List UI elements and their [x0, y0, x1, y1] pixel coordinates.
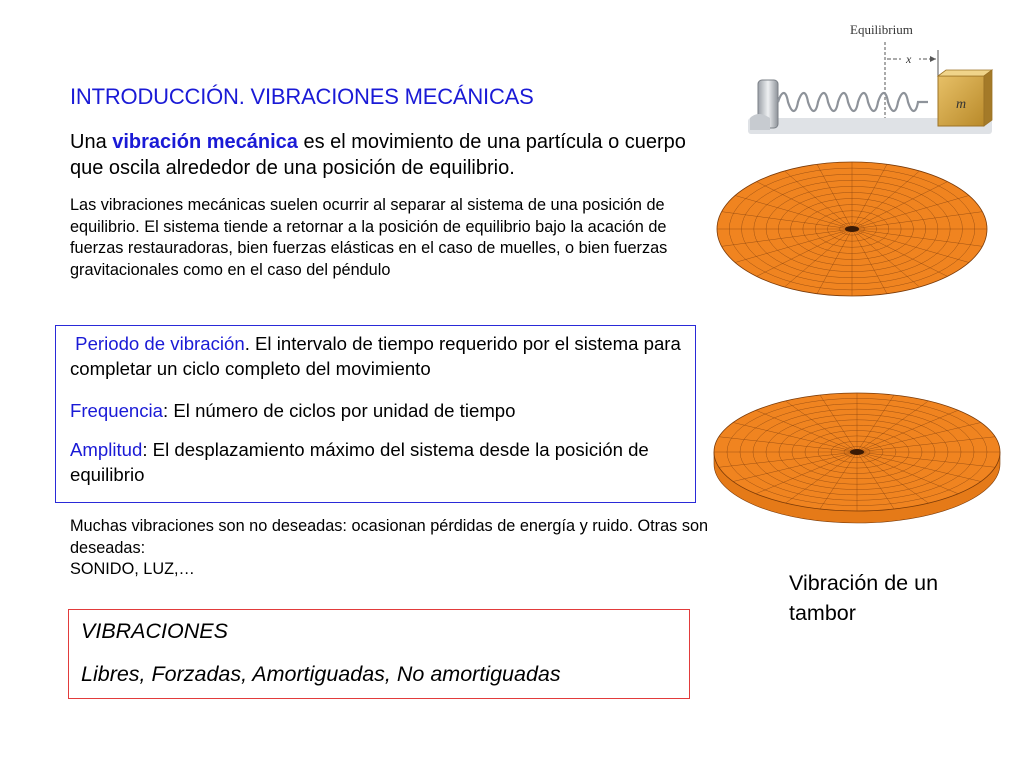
- mass-label: m: [956, 97, 967, 112]
- definition-frequency: [70, 398, 690, 423]
- drum-caption: Vibración de un tambor: [789, 571, 939, 625]
- definition-term: Frequencia: [70, 400, 164, 421]
- definition-term: Periodo de vibración: [75, 333, 245, 354]
- drum-mesh: [717, 162, 987, 296]
- definition-separator: :: [142, 439, 148, 460]
- definition-text: El desplazamiento máximo del sistema desde la posición de equilibrio: [70, 439, 649, 485]
- arrow-head-icon: [930, 56, 936, 62]
- definition-text: El intervalo de tiempo requerido por el sistema para completar un ciclo completo del movimiento: [70, 333, 681, 379]
- wall-base: [750, 114, 770, 130]
- slide-title: INTRODUCCIÓN. VIBRACIONES MECÁNICAS: [70, 84, 534, 109]
- drum-center: [845, 226, 859, 232]
- intro-text: [70, 129, 710, 181]
- definitions-box: [55, 325, 696, 503]
- drum-membrane-bottom: [712, 388, 1002, 528]
- definition-separator: :: [163, 400, 169, 421]
- intro-keyword: vibración mecánica: [112, 131, 298, 153]
- definition-separator: .: [244, 333, 250, 354]
- mass-block-top: [938, 70, 992, 76]
- unwanted-vibrations-text: [70, 516, 710, 581]
- types-heading: VIBRACIONES: [81, 619, 228, 643]
- drum-mesh: [714, 393, 1000, 523]
- more-line-2: SONIDO, LUZ,…: [70, 560, 195, 578]
- intro-suffix: es el movimiento de una partícula o cuerpo que oscila alrededor de una posición de equilibrio.: [70, 131, 686, 179]
- drum-membrane-top: [712, 158, 992, 300]
- explanation-paragraph: Las vibraciones mecánicas suelen ocurrir al separar al sistema de una posición de equilibrio. El sistema tiende a retornar a la posición de equilibrio bajo la acación de fuerzas restauradoras, bien fuerzas elásticas en el caso de muelles, o bien fuerzas gravitacionales como en el caso del péndulo: [70, 196, 668, 279]
- mass-block-side: [984, 70, 992, 126]
- more-line-1: Muchas vibraciones son no deseadas: ocasionan pérdidas de energía y ruido. Otras son deseadas:: [70, 517, 709, 557]
- definition-text: El número de ciclos por unidad de tiempo: [168, 400, 516, 421]
- definition-amplitude: [70, 437, 690, 487]
- vibration-types-box: [68, 609, 690, 699]
- intro-prefix: Una: [70, 131, 113, 153]
- types-list: Libres, Forzadas, Amortiguadas, No amortiguadas: [81, 662, 561, 686]
- drum-center: [850, 449, 864, 455]
- spring-icon: [778, 93, 928, 111]
- spring-mass-figure: [740, 14, 994, 140]
- x-label: x: [906, 52, 912, 66]
- definition-term: Amplitud: [70, 439, 143, 460]
- definition-period: [70, 331, 690, 381]
- equilibrium-label: Equilibrium: [850, 22, 913, 37]
